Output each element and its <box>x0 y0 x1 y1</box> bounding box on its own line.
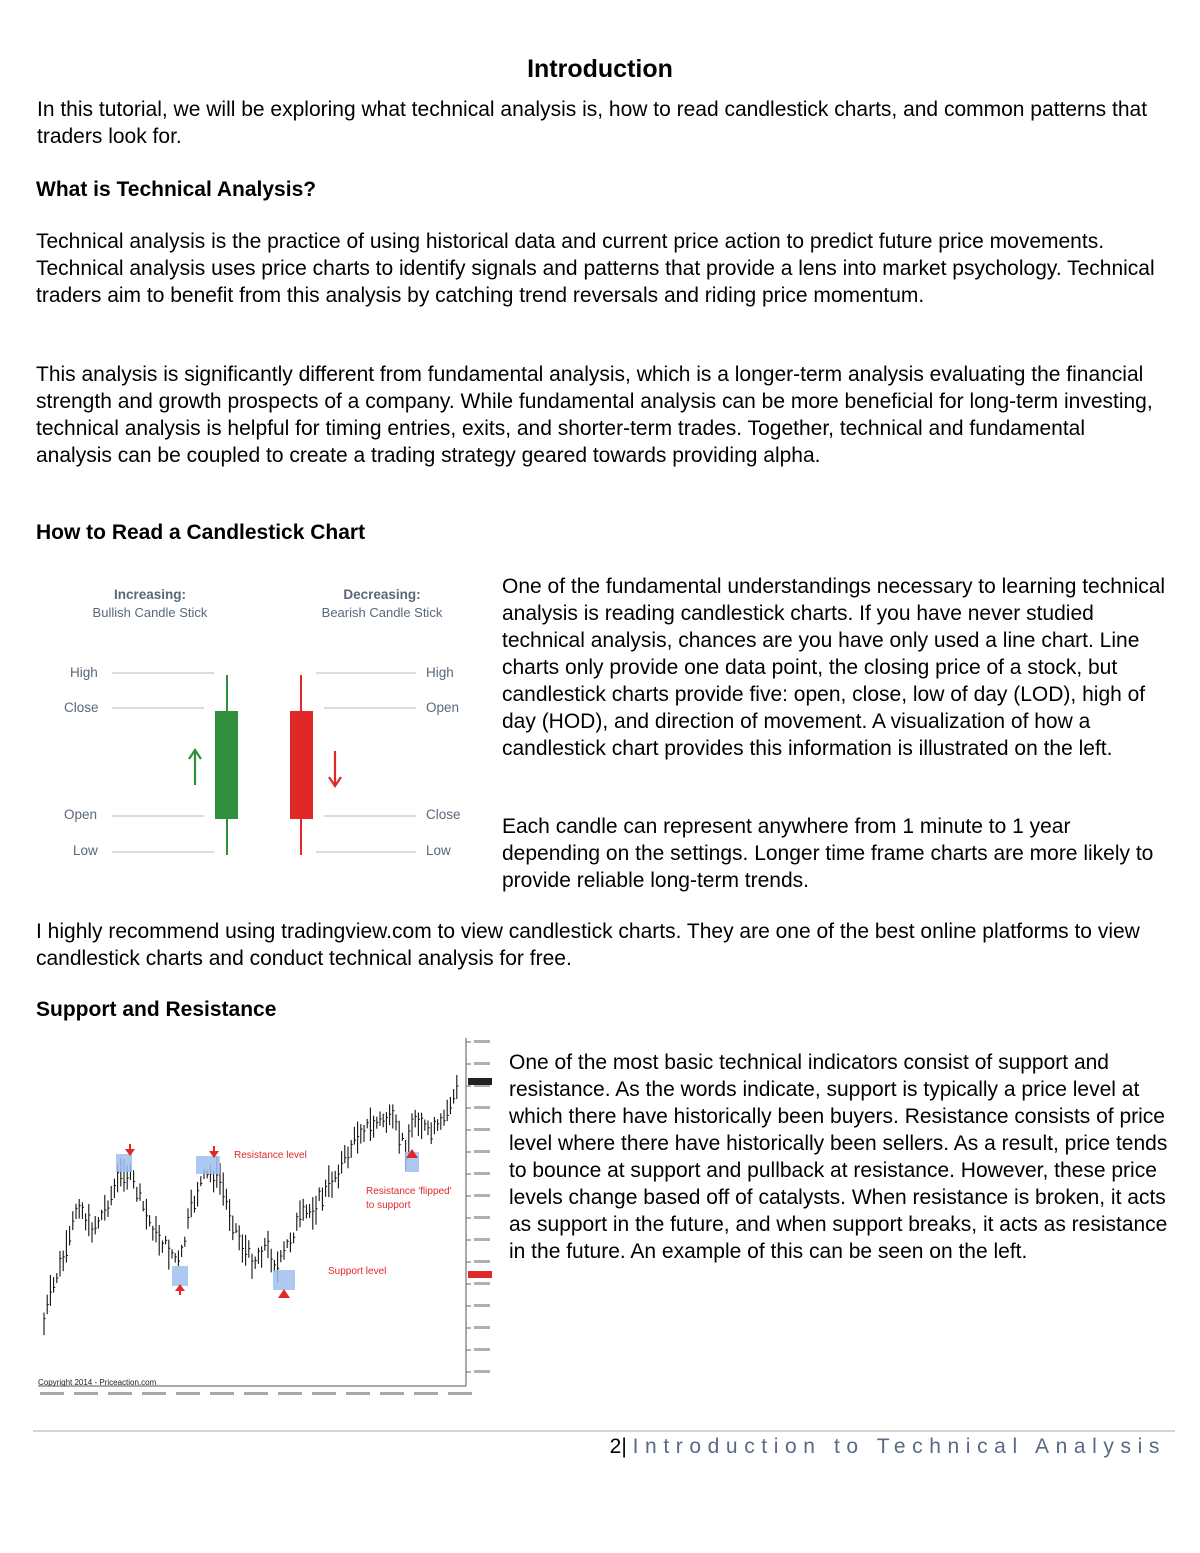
bear-label-high: High <box>426 665 454 680</box>
bear-label-close: Close <box>426 807 461 822</box>
date-axis-tick-label <box>108 1392 132 1395</box>
support-resistance-chart <box>34 1034 496 1404</box>
date-axis-tick-label <box>278 1392 302 1395</box>
price-axis-tick-label <box>474 1260 490 1263</box>
date-axis-tick-label <box>244 1392 268 1395</box>
technical-analysis-paragraph-1: Technical analysis is the practice of using historical data and current price action to predict future price movements. Technical analysis uses price charts to identify signals and patterns that provide a lens into market psychology. Technical traders aim to benefit from this analysis by catching trend reversals and riding price momentum. <box>36 230 1155 307</box>
section-heading-candlestick: How to Read a Candlestick Chart <box>36 521 366 544</box>
price-axis-tick-label <box>474 1326 490 1329</box>
bull-label-open: Open <box>64 807 98 822</box>
price-axis-tick-label <box>474 1282 490 1285</box>
price-level-marker <box>468 1271 492 1278</box>
date-axis-tick-label <box>346 1392 370 1395</box>
footer-doc-title: Introduction to Technical Analysis <box>632 1435 1166 1458</box>
bear-candle-body <box>290 711 313 819</box>
date-axis-tick-label <box>142 1392 166 1395</box>
bear-label-low: Low <box>426 843 451 858</box>
down-arrow-icon <box>329 751 341 786</box>
price-axis-tick-label <box>474 1128 490 1131</box>
date-axis-tick-label <box>448 1392 472 1395</box>
tradingview-paragraph: I highly recommend using tradingview.com to view candlestick charts. They are one of the best online platforms to view candlestick charts and conduct technical analysis for free. <box>36 920 1140 970</box>
bull-label-low: Low <box>73 843 98 858</box>
current-price-marker <box>468 1078 492 1085</box>
bull-subtitle: Bullish Candle Stick <box>92 605 208 620</box>
footer-separator: | <box>621 1435 627 1458</box>
support-marker-icon <box>278 1289 290 1298</box>
bear-subtitle: Bearish Candle Stick <box>321 605 443 620</box>
resistance-zone-1 <box>116 1154 132 1172</box>
date-axis-ticks <box>40 1392 472 1395</box>
date-axis-tick-label <box>380 1392 404 1395</box>
price-axis-tick-label <box>474 1304 490 1307</box>
price-axis-ticks <box>466 1040 492 1373</box>
price-axis-tick-label <box>474 1238 490 1241</box>
price-axis-tick-label <box>474 1370 490 1373</box>
page-footer <box>610 1435 1166 1459</box>
bull-candle-body <box>215 711 238 819</box>
page-title: Introduction <box>527 55 673 83</box>
section-heading-support-resistance: Support and Resistance <box>36 998 277 1021</box>
support-level-label: Support level <box>328 1266 387 1277</box>
bull-label-close: Close <box>64 700 99 715</box>
price-axis-tick-label <box>474 1216 490 1219</box>
up-arrow-icon <box>189 750 201 785</box>
price-axis-tick-label <box>474 1172 490 1175</box>
price-axis-tick-label <box>474 1106 490 1109</box>
date-axis-tick-label <box>176 1392 200 1395</box>
candlestick-diagram <box>44 575 484 875</box>
price-axis-tick-label <box>474 1040 490 1043</box>
date-axis-tick-label <box>40 1392 64 1395</box>
bear-title: Decreasing: <box>343 587 421 602</box>
date-axis-tick-label <box>312 1392 336 1395</box>
price-axis-tick-label <box>474 1062 490 1065</box>
date-axis-tick-label <box>74 1392 98 1395</box>
intro-paragraph: In this tutorial, we will be exploring what technical analysis is, how to read candlestick charts, and common patterns that traders look for. <box>37 98 1148 148</box>
price-axis-tick-label <box>474 1194 490 1197</box>
resistance-zone-2 <box>196 1156 220 1174</box>
date-axis-tick-label <box>414 1392 438 1395</box>
flipped-label-line2: to support <box>366 1200 411 1211</box>
support-zone-2 <box>273 1270 295 1290</box>
date-axis-tick-label <box>210 1392 234 1395</box>
page-number: 2 <box>609 1435 622 1458</box>
technical-analysis-paragraph-2: This analysis is significantly different from fundamental analysis, which is a longer-term analysis evaluating the financial strength and growth prospects of a company. While fundamental analysis can be more beneficial for long-term investing, technical analysis is helpful for timing entries, exits, and shorter-term trades. Together, technical and fundamental analysis can be coupled to create a trading strategy geared towards providing alpha. <box>36 363 1153 467</box>
resistance-level-label: Resistance level <box>234 1150 307 1161</box>
support-resistance-paragraph: One of the most basic technical indicators consist of support and resistance. As the words indicate, support is typically a price level at which there have historically been buyers. Resistance consists of price level where there have historically been sellers. As a result, price tends to bounce at support and pullback at resistance. However, these price levels change based off of catalysts. When resistance is broken, it acts as support in the future, and when support breaks, it acts as resistance in the future. An example of this can be seen on the left. <box>509 1051 1168 1263</box>
price-axis-tick-label <box>474 1150 490 1153</box>
section-heading-technical-analysis: What is Technical Analysis? <box>36 178 317 201</box>
support-zone-1 <box>172 1266 188 1286</box>
bear-label-open: Open <box>426 700 460 715</box>
chart-copyright: Copyright 2014 - Priceaction.com <box>38 1378 157 1387</box>
footer-divider <box>33 1430 1175 1432</box>
price-axis-tick-label <box>474 1348 490 1351</box>
bull-label-high: High <box>70 665 98 680</box>
flipped-label-line1: Resistance 'flipped' <box>366 1186 452 1197</box>
candlestick-paragraph-1: One of the fundamental understandings necessary to learning technical analysis is reading candlestick charts. If you have never studied technical analysis, chances are you have only used a line chart. Line charts only provide one data point, the closing price of a stock, but candlestick charts provide five: open, close, low of day (LOD), high of day (HOD), and direction of movement. A visualization of how a candlestick chart provides this information is illustrated on the left. <box>502 575 1166 760</box>
bull-title: Increasing: <box>113 587 187 602</box>
candlestick-paragraph-2: Each candle can represent anywhere from 1 minute to 1 year depending on the settings. Longer time frame charts are more likely to provide reliable long-term trends. <box>502 815 1154 892</box>
